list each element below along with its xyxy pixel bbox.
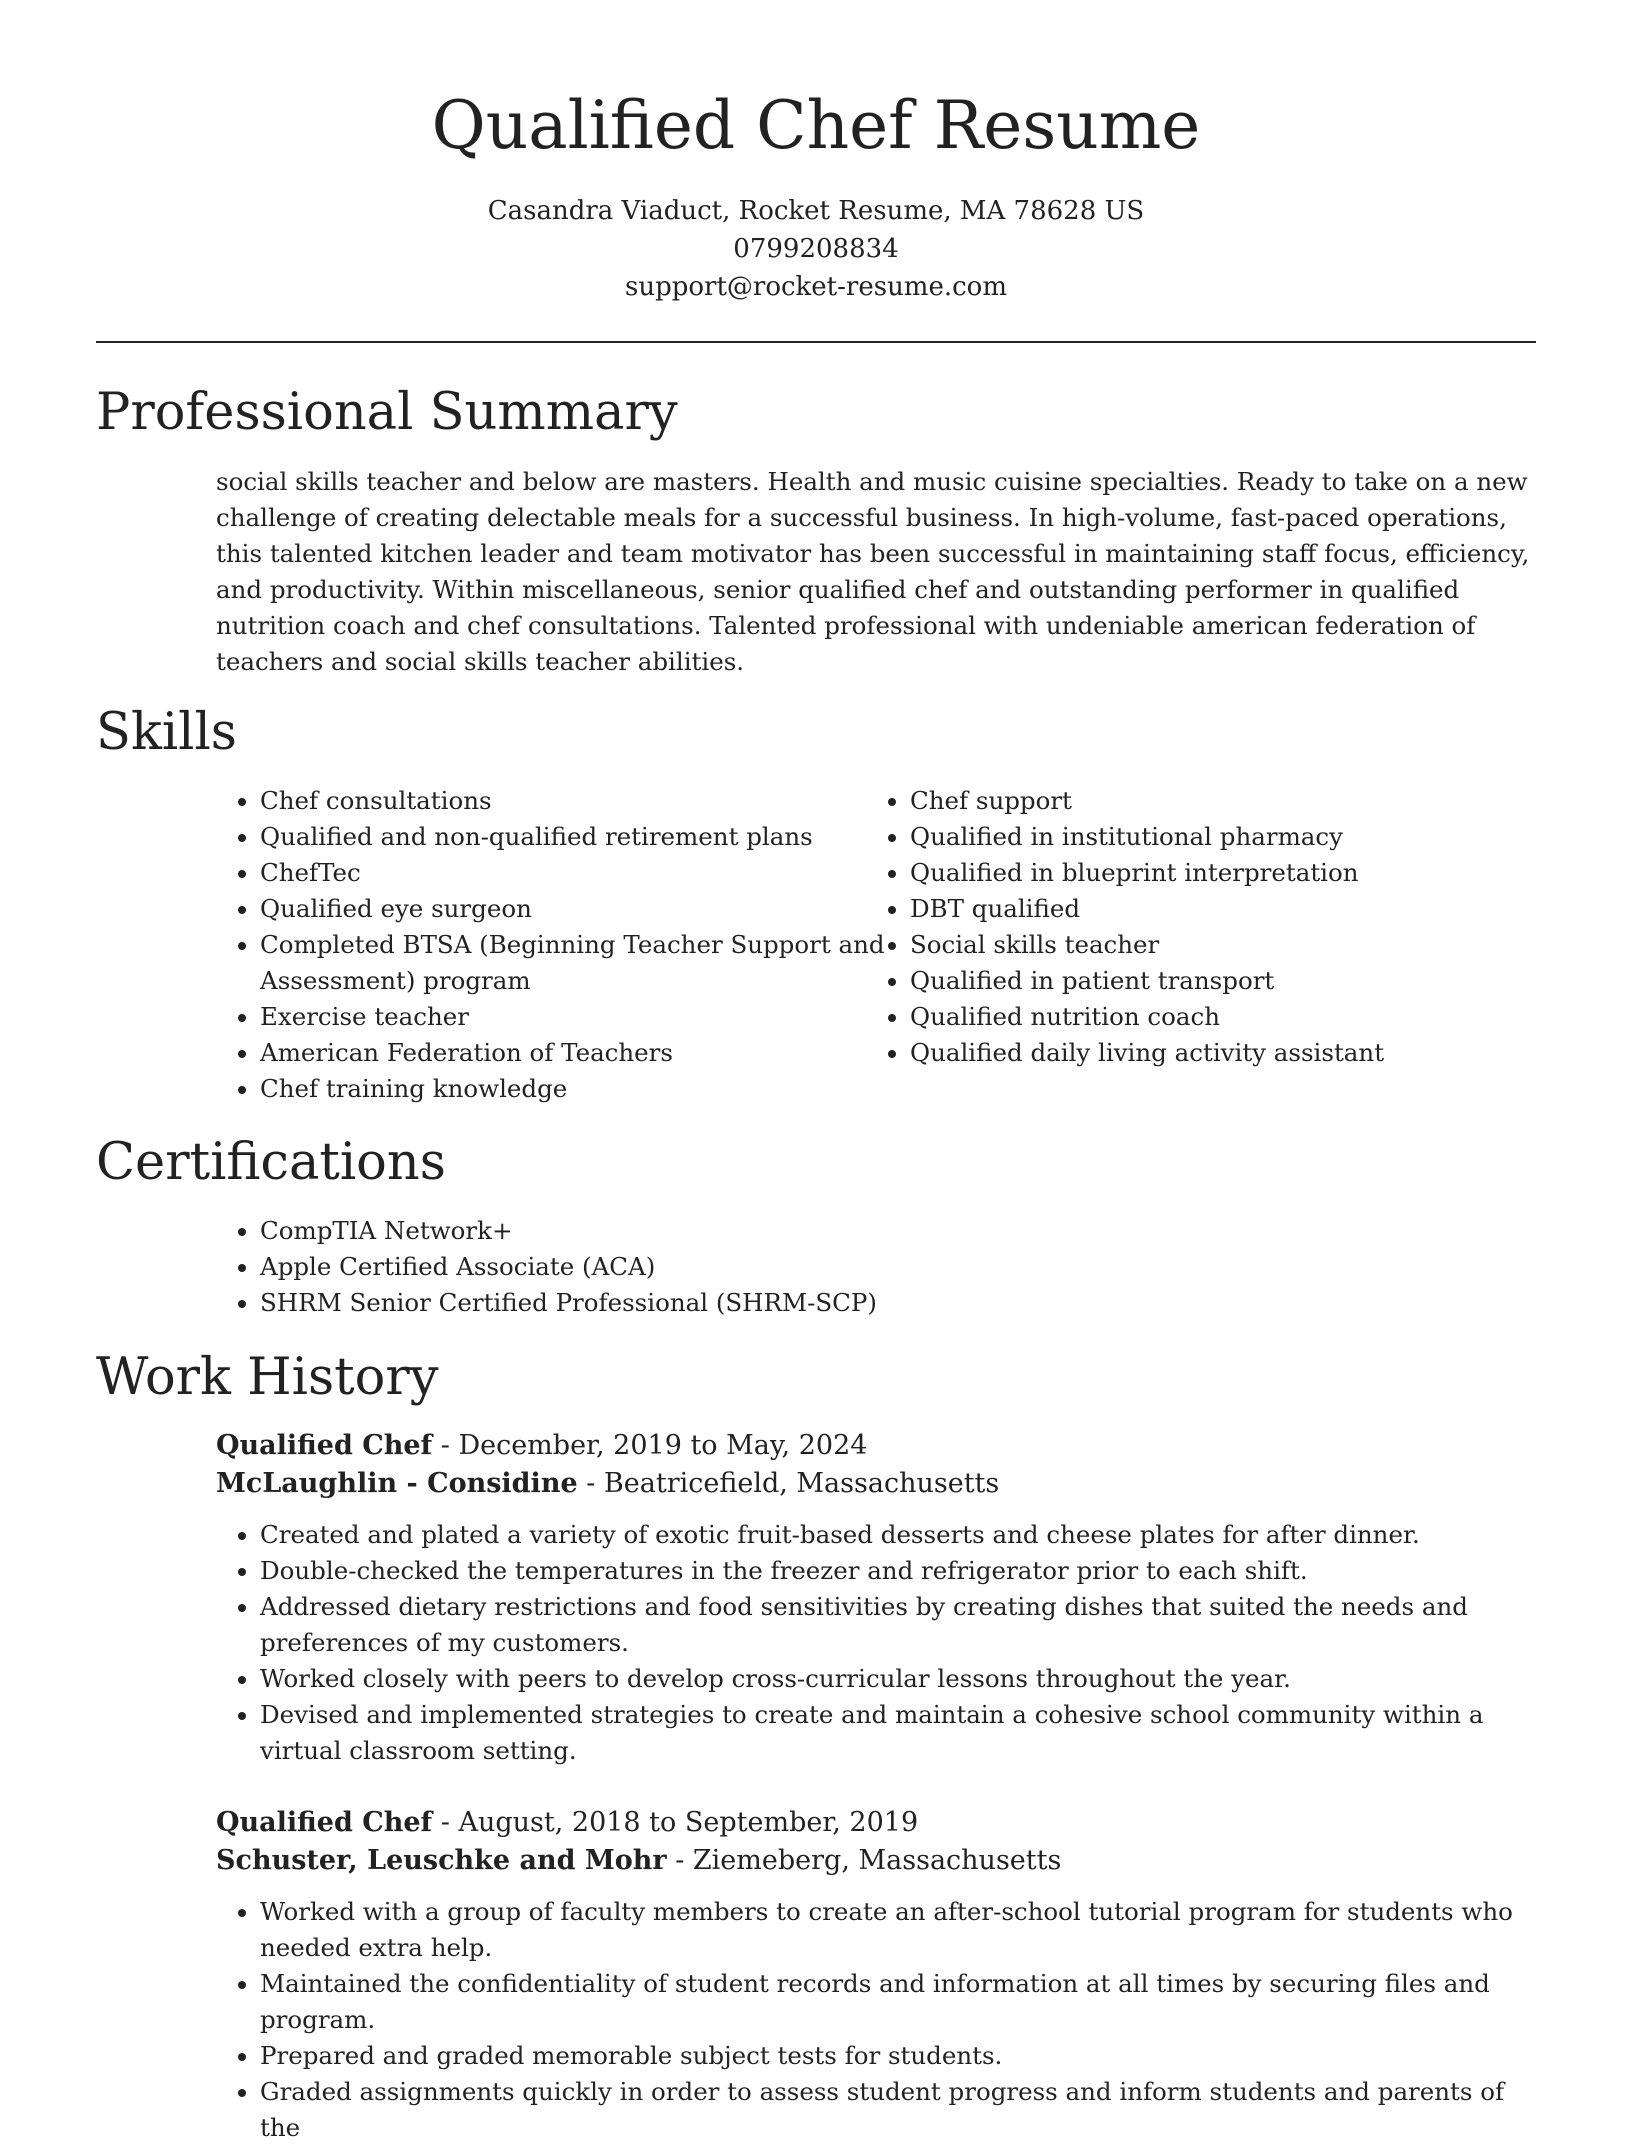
list-item: • Qualified eye surgeon: [260, 891, 910, 927]
list-item: • Chef training knowledge: [260, 1071, 910, 1107]
list-item: • Social skills teacher: [910, 927, 1580, 963]
email: support@rocket-resume.com: [624, 272, 1007, 302]
list-item: • Devised and implemented strategies to create and maintain a cohesive school community within a virtual classroom setting.: [260, 1697, 1536, 1769]
job-location: - Beatricefield, Massachusetts: [577, 1468, 1000, 1499]
list-item: • Addressed dietary restrictions and food sensitivities by creating dishes that suited the needs and preferences of my customers.: [260, 1589, 1536, 1661]
summary-heading: Professional Summary: [96, 383, 678, 442]
resume-header: [96, 82, 1536, 306]
list-item: • CompTIA Network+: [260, 1213, 1580, 1249]
job-title-line: [216, 1427, 1536, 1465]
job-dates: - August, 2018 to September, 2019: [432, 1807, 919, 1838]
list-item: • Qualified and non-qualified retirement plans: [260, 819, 910, 855]
skills-heading: Skills: [96, 703, 237, 762]
job-company-line: [216, 1842, 1536, 1880]
list-item: • Completed BTSA (Beginning Teacher Support and Assessment) program: [260, 927, 910, 999]
address: Casandra Viaduct, Rocket Resume, MA 78628 US: [487, 196, 1145, 226]
certifications-list: [216, 1213, 1580, 1321]
list-item: • Chef consultations: [260, 783, 910, 819]
job-dates: - December, 2019 to May, 2024: [432, 1430, 868, 1461]
list-item: • Chef support: [910, 783, 1580, 819]
job-company: McLaughlin - Considine: [216, 1468, 578, 1499]
contact-info: [96, 192, 1536, 306]
list-item: • Qualified in blueprint interpretation: [910, 855, 1580, 891]
header-divider: [96, 341, 1536, 343]
list-item: • Created and plated a variety of exotic fruit-based desserts and cheese plates for after dinner.: [260, 1517, 1536, 1553]
list-item: • DBT qualified: [910, 891, 1580, 927]
list-item: • Worked with a group of faculty members to create an after-school tutorial program for students who needed extra help.: [260, 1894, 1536, 1966]
work-history-heading: Work History: [96, 1348, 439, 1407]
list-item: • Maintained the confidentiality of student records and information at all times by securing files and program.: [260, 1966, 1536, 2038]
summary-text: social skills teacher and below are masters. Health and music cuisine specialties. Ready to take on a new challenge of creating delectable meals for a successful business. In high-volume, fast-paced operations, this talented kitchen leader and team motivator has been successful in maintaining staff focus, efficiency, and productivity. Within miscellaneous, senior qualified chef and outstanding performer in qualified nutrition coach and chef consultations. Talented professional with undeniable american federation of teachers and social skills teacher abilities.: [216, 467, 1530, 676]
page-title: Qualified Chef Resume: [431, 87, 1201, 164]
job-location: - Ziemeberg, Massachusetts: [666, 1845, 1062, 1876]
job-bullets: [216, 1894, 1536, 2146]
list-item: • Qualified nutrition coach: [910, 999, 1580, 1035]
list-item: • Qualified daily living activity assistant: [910, 1035, 1580, 1071]
list-item: • Worked closely with peers to develop cross-curricular lessons throughout the year.: [260, 1661, 1536, 1697]
job-company: Schuster, Leuschke and Mohr: [216, 1845, 667, 1876]
job-title: Qualified Chef: [216, 1430, 433, 1461]
skills-list-right: [866, 783, 1580, 1071]
list-item: • ChefTec: [260, 855, 910, 891]
phone: 0799208834: [733, 234, 899, 264]
list-item: • Graded assignments quickly in order to assess student progress and inform students and parents of the: [260, 2074, 1536, 2146]
certifications-heading: Certifications: [96, 1133, 446, 1192]
list-item: • Qualified in institutional pharmacy: [910, 819, 1580, 855]
list-item: • American Federation of Teachers: [260, 1035, 910, 1071]
job-entry: [216, 1804, 1536, 2146]
job-title-line: [216, 1804, 1536, 1842]
list-item: • Prepared and graded memorable subject tests for students.: [260, 2038, 1536, 2074]
job-entry: [216, 1427, 1536, 1769]
job-bullets: [216, 1517, 1536, 1769]
list-item: • Exercise teacher: [260, 999, 910, 1035]
skills-list-left: [216, 783, 910, 1107]
job-company-line: [216, 1465, 1536, 1503]
list-item: • Qualified in patient transport: [910, 963, 1580, 999]
job-title: Qualified Chef: [216, 1807, 433, 1838]
list-item: • Apple Certified Associate (ACA): [260, 1249, 1580, 1285]
list-item: • SHRM Senior Certified Professional (SHRM-SCP): [260, 1285, 1580, 1321]
list-item: • Double-checked the temperatures in the freezer and refrigerator prior to each shift.: [260, 1553, 1536, 1589]
